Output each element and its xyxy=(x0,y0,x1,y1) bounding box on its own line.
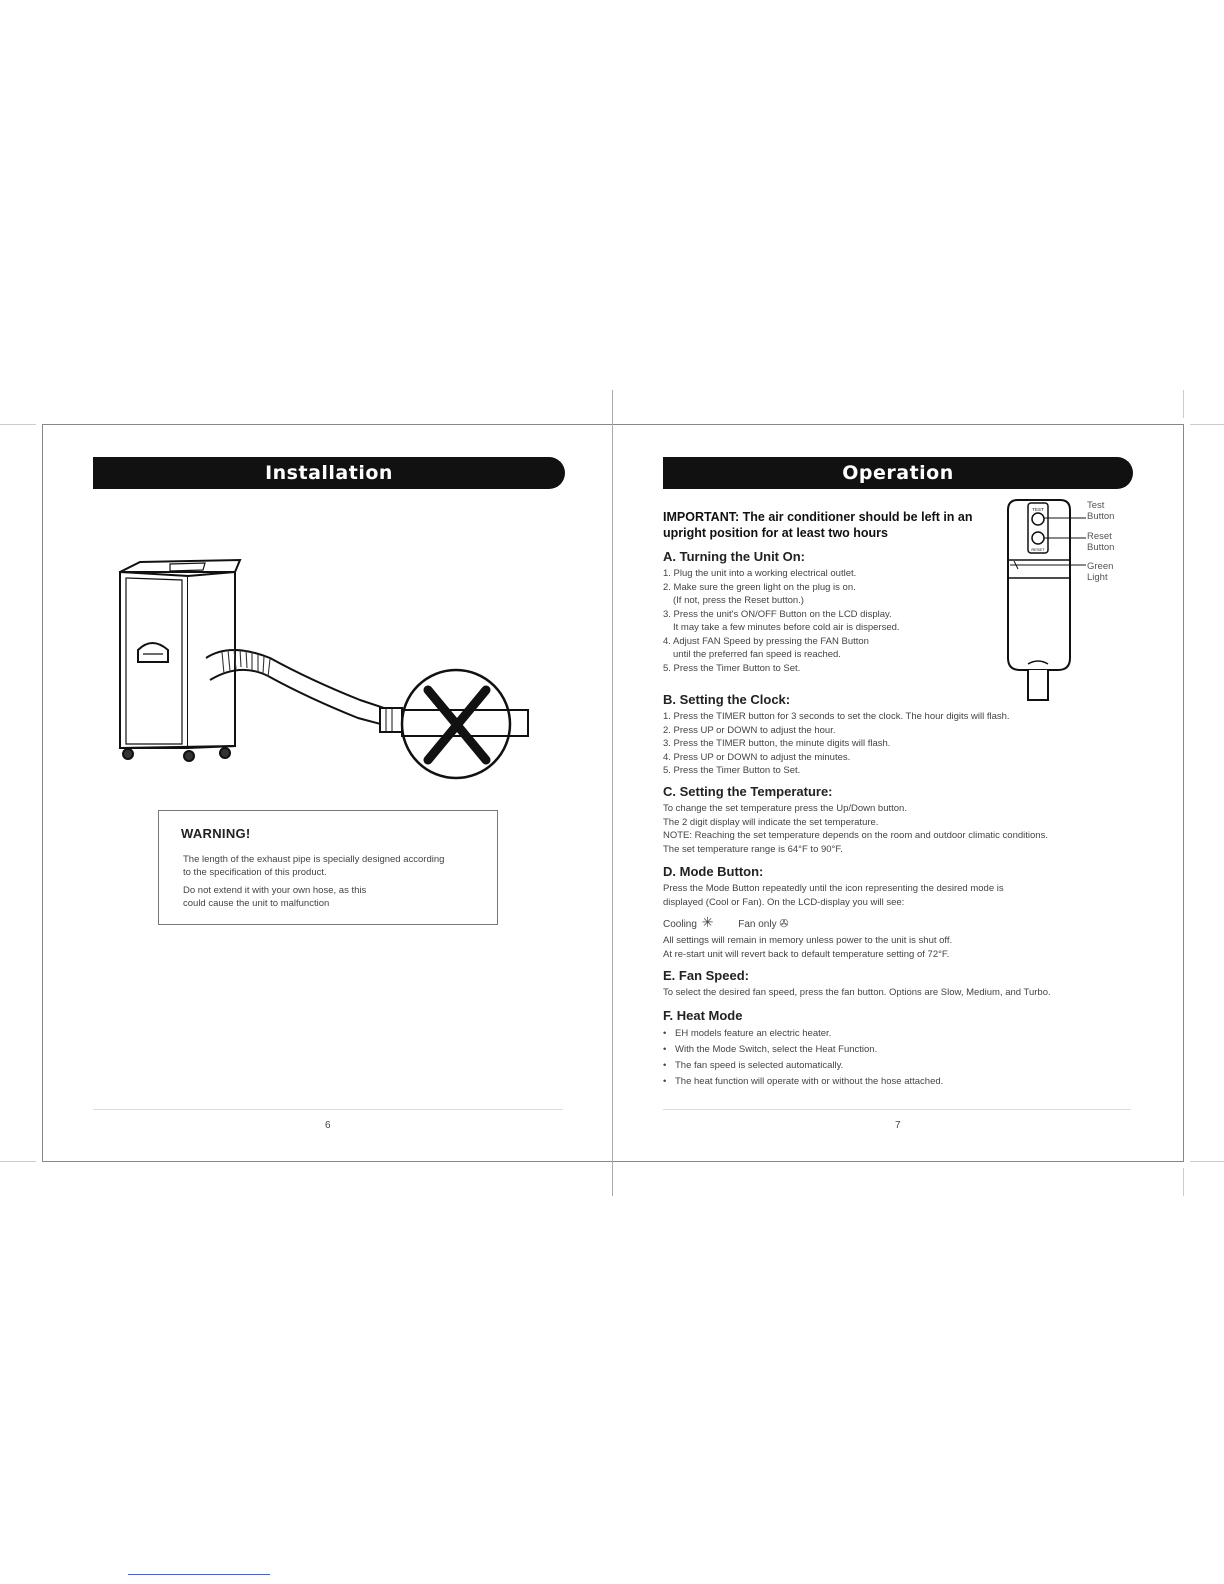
fan-only-label: Fan only xyxy=(738,919,777,930)
section-d-text: Press the Mode Button repeatedly until the icon representing the desired mode is displayed (Cool or Fan). On the LCD-display you will see: xyxy=(663,883,1004,908)
section-b-heading: B. Setting the Clock: xyxy=(663,692,791,707)
section-d-heading: D. Mode Button: xyxy=(663,864,764,879)
page-fold xyxy=(612,390,613,1196)
list-item: • EH models feature an electric heater. xyxy=(663,1026,943,1042)
important-note: IMPORTANT: The air conditioner should be left in an upright position for at least two hours xyxy=(663,510,973,540)
footer-rule xyxy=(663,1109,1131,1110)
section-b-text: 1. Press the TIMER button for 3 seconds to set the clock. The hour digits will flash. 2. Press UP or DOWN to adjust the hour. 3. Press the TIMER button, the minute digits will flash. 4. Press UP or DOWN to adjust the minutes. 5. Press the Timer Button to Set. xyxy=(663,711,1010,776)
plug-illustration xyxy=(1004,498,1094,708)
installation-banner: Installation xyxy=(93,457,565,489)
reset-button-caption: Reset Button xyxy=(1087,531,1115,553)
test-button-label: TEST xyxy=(1032,507,1044,512)
section-e-heading: E. Fan Speed: xyxy=(663,968,749,983)
list-item: • With the Mode Switch, select the Heat Function. xyxy=(663,1042,943,1058)
snowflake-icon: ✳ xyxy=(701,914,714,930)
crop-mark xyxy=(1183,1168,1184,1196)
list-item: • The heat function will operate with or without the hose attached. xyxy=(663,1074,943,1090)
section-f-heading: F. Heat Mode xyxy=(663,1008,743,1023)
cooling-label: Cooling xyxy=(663,919,697,930)
section-d-text: All settings will remain in memory unless power to the unit is shut off. At re-start unit will revert back to default temperature setting of 72°F. xyxy=(663,935,953,960)
air-conditioner-installation-illustration xyxy=(110,550,540,790)
warning-box xyxy=(158,810,498,925)
mode-icons-row xyxy=(663,916,789,932)
crop-mark xyxy=(1183,390,1184,418)
crop-mark xyxy=(0,424,36,425)
footer-rule xyxy=(93,1109,563,1110)
section-a-heading: A. Turning the Unit On: xyxy=(663,549,806,564)
page-number: 7 xyxy=(895,1120,901,1131)
section-c-heading: C. Setting the Temperature: xyxy=(663,784,833,799)
list-item: • The fan speed is selected automatically. xyxy=(663,1058,943,1074)
reset-button-label: RESET xyxy=(1031,547,1045,552)
warning-text: The length of the exhaust pipe is specially designed according to the specification of this product. xyxy=(183,854,445,878)
section-f-list xyxy=(663,1026,943,1090)
warning-text: Do not extend it with your own hose, as this could cause the unit to malfunction xyxy=(183,885,367,909)
crop-mark xyxy=(1190,424,1224,425)
section-e-text: To select the desired fan speed, press the fan button. Options are Slow, Medium, and Turbo. xyxy=(663,987,1051,998)
fan-icon: ✇ xyxy=(779,918,789,930)
crop-mark xyxy=(1190,1161,1224,1162)
operation-banner: Operation xyxy=(663,457,1133,489)
test-button-caption: Test Button xyxy=(1087,500,1115,522)
crop-mark xyxy=(0,1161,36,1162)
section-a-text: 1. Plug the unit into a working electrical outlet. 2. Make sure the green light on the plug is on. (If not, press the Reset button.) 3. Press the unit's ON/OFF Button on the LCD display. It may take a few minutes before cold air is dispersed. 4. Adjust FAN Speed by pressing the FAN Button until the preferred fan speed is reached. 5. Press the Timer Button to Set. xyxy=(663,568,900,674)
underline-mark xyxy=(128,1574,270,1575)
section-c-text: To change the set temperature press the Up/Down button. The 2 digit display will indicate the set temperature. NOTE: Reaching the set temperature depends on the room and outdoor climatic conditions. The set temperature range is 64°F to 90°F. xyxy=(663,803,1048,855)
green-light-caption: Green Light xyxy=(1087,561,1114,583)
page-number: 6 xyxy=(325,1120,331,1131)
warning-title: WARNING! xyxy=(181,826,251,841)
